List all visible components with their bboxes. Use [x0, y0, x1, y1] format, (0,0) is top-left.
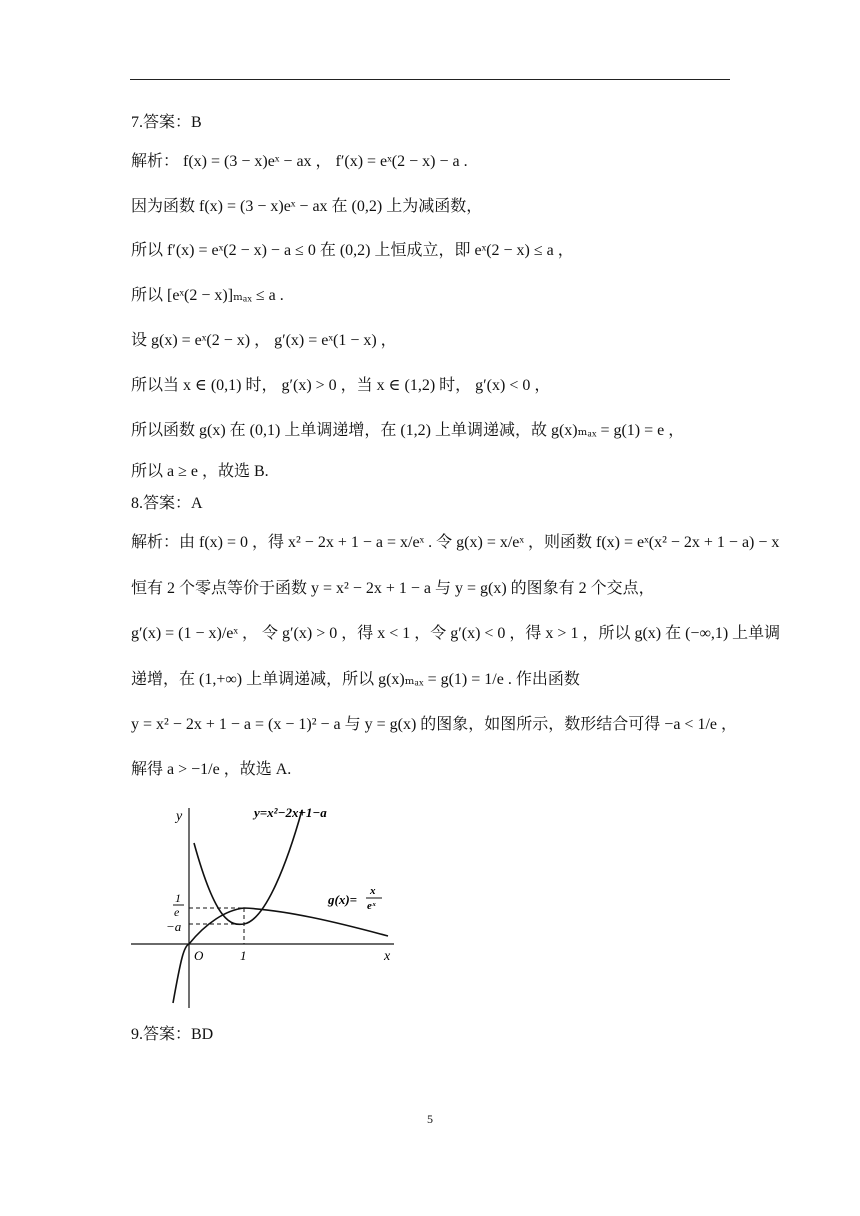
- parabola-label: y=x²−2x+1−a: [254, 805, 327, 820]
- q7-line: 所以 f′(x) = eˣ(2 − x) − a ≤ 0 在 (0,2) 上恒成立，即 eˣ(2 − x) ≤ a ，: [131, 242, 574, 259]
- parabola-curve: [194, 810, 302, 924]
- page-number: 5: [427, 1112, 433, 1126]
- q8-line: 解得 a > −1/e ，故选 A.: [131, 761, 292, 778]
- y-axis-label: y: [176, 809, 183, 824]
- neg-a-label: −a: [166, 919, 182, 934]
- q7-line: 解析： f(x) = (3 − x)eˣ − ax ， f′(x) = eˣ(2 − x) − a .: [131, 153, 468, 170]
- q7-line: 所以 [eˣ(2 − x)]ₘₐₓ ≤ a .: [131, 287, 284, 304]
- q8-line: y = x² − 2x + 1 − a = (x − 1)² − a 与 y = g(x) 的图象，如图所示，数形结合可得 −a < 1/e ，: [131, 716, 737, 733]
- inv-e-numerator: 1: [175, 891, 181, 905]
- q7-line: 所以函数 g(x) 在 (0,1) 上单调递增，在 (1,2) 上单调递减，故 g(x)ₘₐₓ = g(1) = e ，: [131, 422, 685, 439]
- q9-answer: 9.答案：BD: [131, 1026, 214, 1043]
- inv-e-denominator: e: [174, 905, 180, 919]
- g-label-numerator: x: [370, 885, 376, 897]
- q7-line: 设 g(x) = eˣ(2 − x) ， g′(x) = eˣ(1 − x) ，: [131, 332, 397, 349]
- q8-line: 解析：由 f(x) = 0 ，得 x² − 2x + 1 − a = x/eˣ . 令 g(x) = x/eˣ ，则函数 f(x) = eˣ(x² − 2x + 1 − a) − x: [131, 534, 780, 551]
- q8-line: g′(x) = (1 − x)/eˣ ， 令 g′(x) > 0 ，得 x < 1 ，令 g′(x) < 0 ，得 x > 1 ，所以 g(x) 在 (−∞,1) 上单调: [131, 625, 781, 642]
- q8-line: 恒有 2 个零点等价于函数 y = x² − 2x + 1 − a 与 y = g(x) 的图象有 2 个交点，: [131, 580, 655, 597]
- function-graph-figure: [126, 798, 401, 1013]
- origin-label: O: [194, 948, 204, 963]
- x-axis-label: x: [384, 949, 391, 964]
- g-curve: [173, 908, 388, 1003]
- tick-one-label: 1: [240, 948, 247, 963]
- q7-line: 因为函数 f(x) = (3 − x)eˣ − ax 在 (0,2) 上为减函数，: [131, 198, 483, 215]
- q8-line: 递增，在 (1,+∞) 上单调递减，所以 g(x)ₘₐₓ = g(1) = 1/e . 作出函数: [131, 671, 580, 688]
- q7-answer: 7.答案：B: [131, 114, 202, 131]
- q7-line: 所以当 x ∈ (0,1) 时， g′(x) > 0 ，当 x ∈ (1,2) 时， g′(x) < 0 ，: [131, 377, 551, 394]
- g-label: g(x)=: [328, 892, 358, 907]
- header-rule: [130, 79, 730, 80]
- q7-line: 所以 a ≥ e ，故选 B.: [131, 463, 269, 480]
- q8-answer: 8.答案：A: [131, 495, 203, 512]
- g-label-denominator: eˣ: [367, 900, 376, 912]
